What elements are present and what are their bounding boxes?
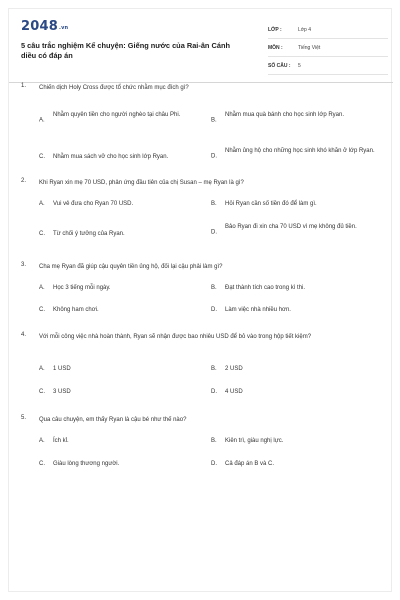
- document-title: 5 câu trắc nghiệm Kể chuyện: Giếng nước của Rai-ân Cánh diều có đáp án: [21, 41, 230, 60]
- meta-value: Tiếng Việt: [298, 45, 321, 51]
- question-number: 2.: [21, 178, 27, 184]
- option-letter: C.: [39, 389, 45, 395]
- question-5: [21, 415, 383, 485]
- option-text: Đạt thành tích cao trong kì thi.: [225, 285, 306, 291]
- meta-label: SỐ CÂU :: [268, 63, 291, 69]
- option-letter: A.: [39, 366, 45, 372]
- option-letter: C.: [39, 231, 45, 237]
- option-letter: C.: [39, 461, 45, 467]
- logo-sub: .vn: [58, 25, 69, 31]
- option-text: Vui vẻ đưa cho Ryan 70 USD.: [53, 201, 134, 207]
- question-number: 3.: [21, 262, 27, 268]
- question-text: Chiến dịch Holy Cross được tổ chức nhằm mục đích gì?: [39, 85, 189, 91]
- option-text: Làm việc nhà nhiều hơn.: [225, 307, 291, 313]
- option-text: Bảo Ryan đi xin cha 70 USD vì mẹ không đủ tiền.: [225, 224, 357, 230]
- meta-label: MÔN :: [268, 45, 283, 51]
- option-letter: B.: [211, 285, 217, 291]
- option-text: 2 USD: [225, 366, 243, 372]
- option-text: Nhằm ủng hộ cho những học sinh khó khăn ở lớp Ryan.: [225, 148, 375, 154]
- option-text: 4 USD: [225, 389, 243, 395]
- option-text: Nhằm quyên tiền cho người nghèo tại châu Phi.: [53, 112, 181, 118]
- worksheet-header: [21, 19, 383, 81]
- option-text: 1 USD: [53, 366, 71, 372]
- option-letter: D.: [211, 153, 217, 160]
- option-letter: D.: [211, 229, 217, 236]
- option-text: Cả đáp án B và C.: [225, 461, 275, 467]
- option-text: Nhằm mua sách vở cho học sinh lớp Ryan.: [53, 154, 169, 160]
- meta-row-count: [268, 59, 388, 75]
- meta-row-subject: [268, 41, 388, 57]
- question-number: 4.: [21, 332, 27, 338]
- question-text: Khi Ryan xin mẹ 70 USD, phản ứng đầu tiên của chị Susan – mẹ Ryan là gì?: [39, 180, 244, 186]
- option-letter: C.: [39, 307, 45, 313]
- question-text: Cha mẹ Ryan đã giúp cậu quyên tiền ủng hộ, đối lại cậu phải làm gì?: [39, 264, 223, 270]
- option-letter: A.: [39, 117, 45, 124]
- option-b[interactable]: [211, 111, 383, 131]
- option-text: Nhằm mua quà bánh cho học sinh lớp Ryan.: [225, 112, 345, 118]
- option-letter: A.: [39, 201, 45, 207]
- option-text: Hỏi Ryan cần số tiền đó để làm gì.: [225, 201, 317, 207]
- option-letter: D.: [211, 389, 217, 395]
- question-3: [21, 262, 383, 332]
- option-text: Không ham chơi.: [53, 307, 99, 313]
- option-text: 3 USD: [53, 389, 71, 395]
- option-letter: B.: [211, 201, 217, 207]
- meta-value: Lớp 4: [298, 27, 312, 33]
- question-1: [21, 83, 383, 163]
- option-letter: D.: [211, 461, 217, 467]
- option-d[interactable]: [211, 147, 383, 167]
- option-letter: B.: [211, 438, 217, 444]
- meta-label: LỚP :: [268, 27, 282, 33]
- option-text: Ích kỉ.: [53, 438, 69, 444]
- option-text: Học 3 tiếng mỗi ngày.: [53, 285, 111, 291]
- option-text: Giàu lòng thương người.: [53, 461, 120, 467]
- option-text: Kiên trì, giàu nghị lực.: [225, 438, 284, 444]
- meta-value: 5: [298, 63, 301, 69]
- worksheet-page: [8, 8, 392, 592]
- question-4: [21, 332, 383, 412]
- option-letter: B.: [211, 117, 217, 124]
- option-letter: A.: [39, 285, 45, 291]
- option-text: Từ chối ý tưởng của Ryan.: [53, 231, 125, 237]
- question-text: Với mỗi công việc nhà hoàn thành, Ryan sẽ nhận được bao nhiêu USD để bỏ vào trong hộp tiết kiệm?: [39, 334, 312, 340]
- question-2: [21, 178, 383, 258]
- meta-info: [268, 23, 388, 77]
- option-d[interactable]: [211, 223, 383, 243]
- option-letter: C.: [39, 154, 45, 160]
- logo-main: 2048: [21, 19, 58, 34]
- question-text: Qua câu chuyện, em thấy Ryan là cậu bé như thế nào?: [39, 417, 187, 423]
- question-number: 5.: [21, 415, 27, 421]
- option-a[interactable]: [39, 111, 211, 131]
- meta-row-grade: [268, 23, 388, 39]
- option-letter: B.: [211, 366, 217, 372]
- question-number: 1.: [21, 83, 27, 89]
- option-letter: A.: [39, 438, 45, 444]
- option-letter: D.: [211, 307, 217, 313]
